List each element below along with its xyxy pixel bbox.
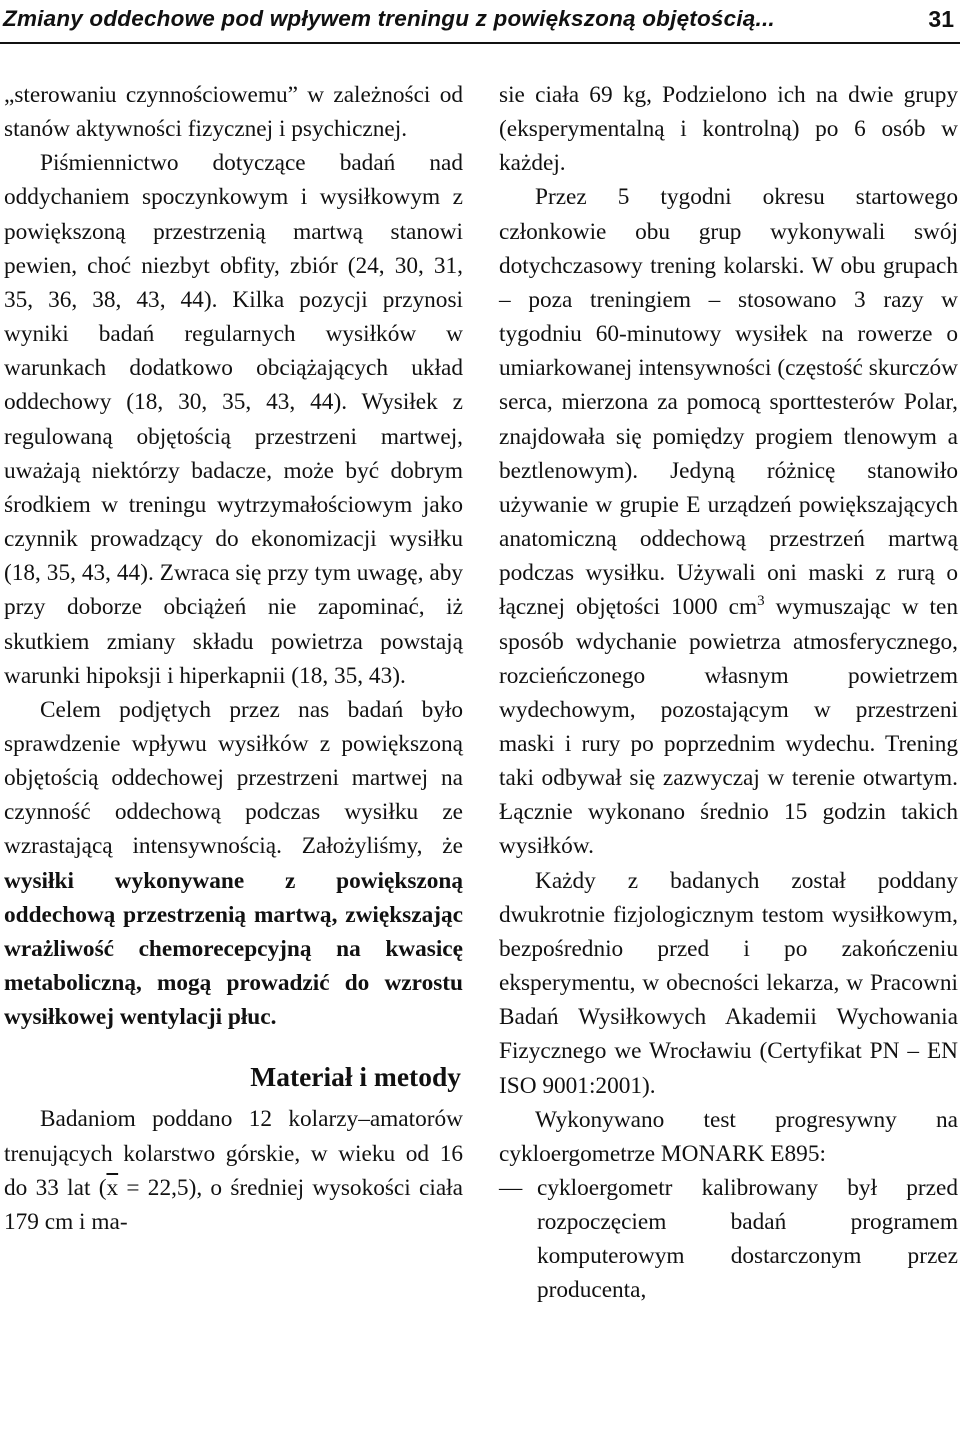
paragraph-training <box>499 180 958 863</box>
aim-text: Celem podjętych przez nas badań było sprawdzenie wpływu wysiłków z powiększoną objętością oddechowej przestrzeni martwej na czynność oddechową podczas wysiłku ze wzrastającą intensywnością. Założyliśmy, że <box>4 696 463 860</box>
paragraph-progressive-test: Wykonywano test progresywny na cykloergometrze MONARK E895: <box>499 1106 958 1167</box>
list-item <box>499 1171 958 1308</box>
right-column <box>499 78 958 1308</box>
list-dash: — <box>499 1175 523 1201</box>
paragraph-subjects <box>4 1102 463 1239</box>
section-title: Materiał i metody <box>250 1061 461 1093</box>
superscript-3: 3 <box>757 593 765 610</box>
page-header <box>0 0 960 44</box>
paragraph-aim <box>4 693 463 1035</box>
header-rule <box>0 42 960 44</box>
training-text-a: Przez 5 tygodni okresu startowego członkowie obu grup wykonywali swój dotychczasowy trening kolarski. W obu grupach – poza treningiem – stosowano 3 razy w tygodniu 60-minutowy wysiłek na rowerze o umiarkowanej intensywności (częstość skurczów serca, mierzona za pomocą sporttesterów Polar, znajdowała się pomiędzy progiem tlenowym a beztlenowym). Jedyną różnicę stanowiło używanie w grupie E urządzeń powiększających anatomiczną oddechową przestrzeń martwą podczas wysiłku. Używali oni maski z rurą o łącznej objętości 1000 cm <box>499 184 958 621</box>
list-item-text: cykloergometr kalibrowany był przed rozpoczęciem badań programem komputerowym dostarczonym przez producenta, <box>537 1175 958 1304</box>
running-title: Zmiany oddechowe pod wpływem treningu z powiększoną objętością... <box>3 6 775 31</box>
training-text-b: wymuszając w ten sposób wdychanie powietrza atmosferycznego, rozcieńczonego własnym powietrzem wydechowym, pozostającym w przestrzeni maski i rury po poprzednim wydechu. Trening taki odbywał się zazwyczaj w terenie otwartym. Łącznie wykonano średnio 15 godzin takich wysiłków. <box>499 594 958 860</box>
page-number: 31 <box>928 6 954 32</box>
subjects-text-b: = 22,5), o średniej wysokości ciała 179 cm i ma- <box>4 1174 463 1235</box>
paragraph-literature: Piśmiennictwo dotyczące badań nad oddychaniem spoczynkowym i wysiłkowym z powiększoną przestrzenią martwą stanowi pewien, choć niezbyt obfity, zbiór (24, 30, 31, 35, 36, 38, 43, 44). Kilka pozycji przynosi wyniki badań regularnych wysiłków w warunkach dodatkowo obciążających układ oddechowy (18, 30, 35, 43, 44). Wysiłek z regulowaną objętością przestrzeni martwej, uważają niektórzy badacze, może być dobrym środkiem w treningu wytrzymałościowym jako czynnik prowadzący do ekonomizacji wysiłku (18, 35, 43, 44). Zwraca się przy tym uwagę, aby przy doborze obciążeń nie zapominać, iż skutkiem zmiany składu powietrza powstają warunki hipoksji i hiperkapnii (18, 35, 43). <box>4 150 463 689</box>
paragraph-subjects-continued: sie ciała 69 kg, Podzielono ich na dwie grupy (eksperymentalną i kontrolną) po 6 osób w każdej. <box>499 82 958 177</box>
mean-symbol: $\overline{x}$ <box>106 1174 119 1201</box>
subjects-text-a: Badaniom poddano 12 kolarzy–amatorów trenujących kolarstwo górskie, w wieku od 16 do 33 lat ( <box>4 1106 463 1201</box>
paragraph-tests: Każdy z badanych został poddany dwukrotnie fizjologicznym testom wysiłkowym, bezpośrednio przed i po zakończeniu eksperymentu, w obecności lekarza, w Pracowni Badań Wysiłkowych Akademii Wychowania Fizycznego we Wrocławiu (Certyfikat PN – EN ISO 9001:2001). <box>499 867 958 1099</box>
hypothesis-text: wysiłki wykonywane z powiększoną oddechową przestrzenią martwą, zwiększając wrażliwość chemorecepcyjną na kwasicę metaboliczną, mogą prowadzić do wzrostu wysiłkowej wentylacji płuc. <box>4 867 463 1031</box>
paragraph-continuation: „sterowaniu czynnościowemu” w zależności od stanów aktywności fizycznej i psychicznej. <box>4 82 463 143</box>
left-column <box>4 78 463 1239</box>
